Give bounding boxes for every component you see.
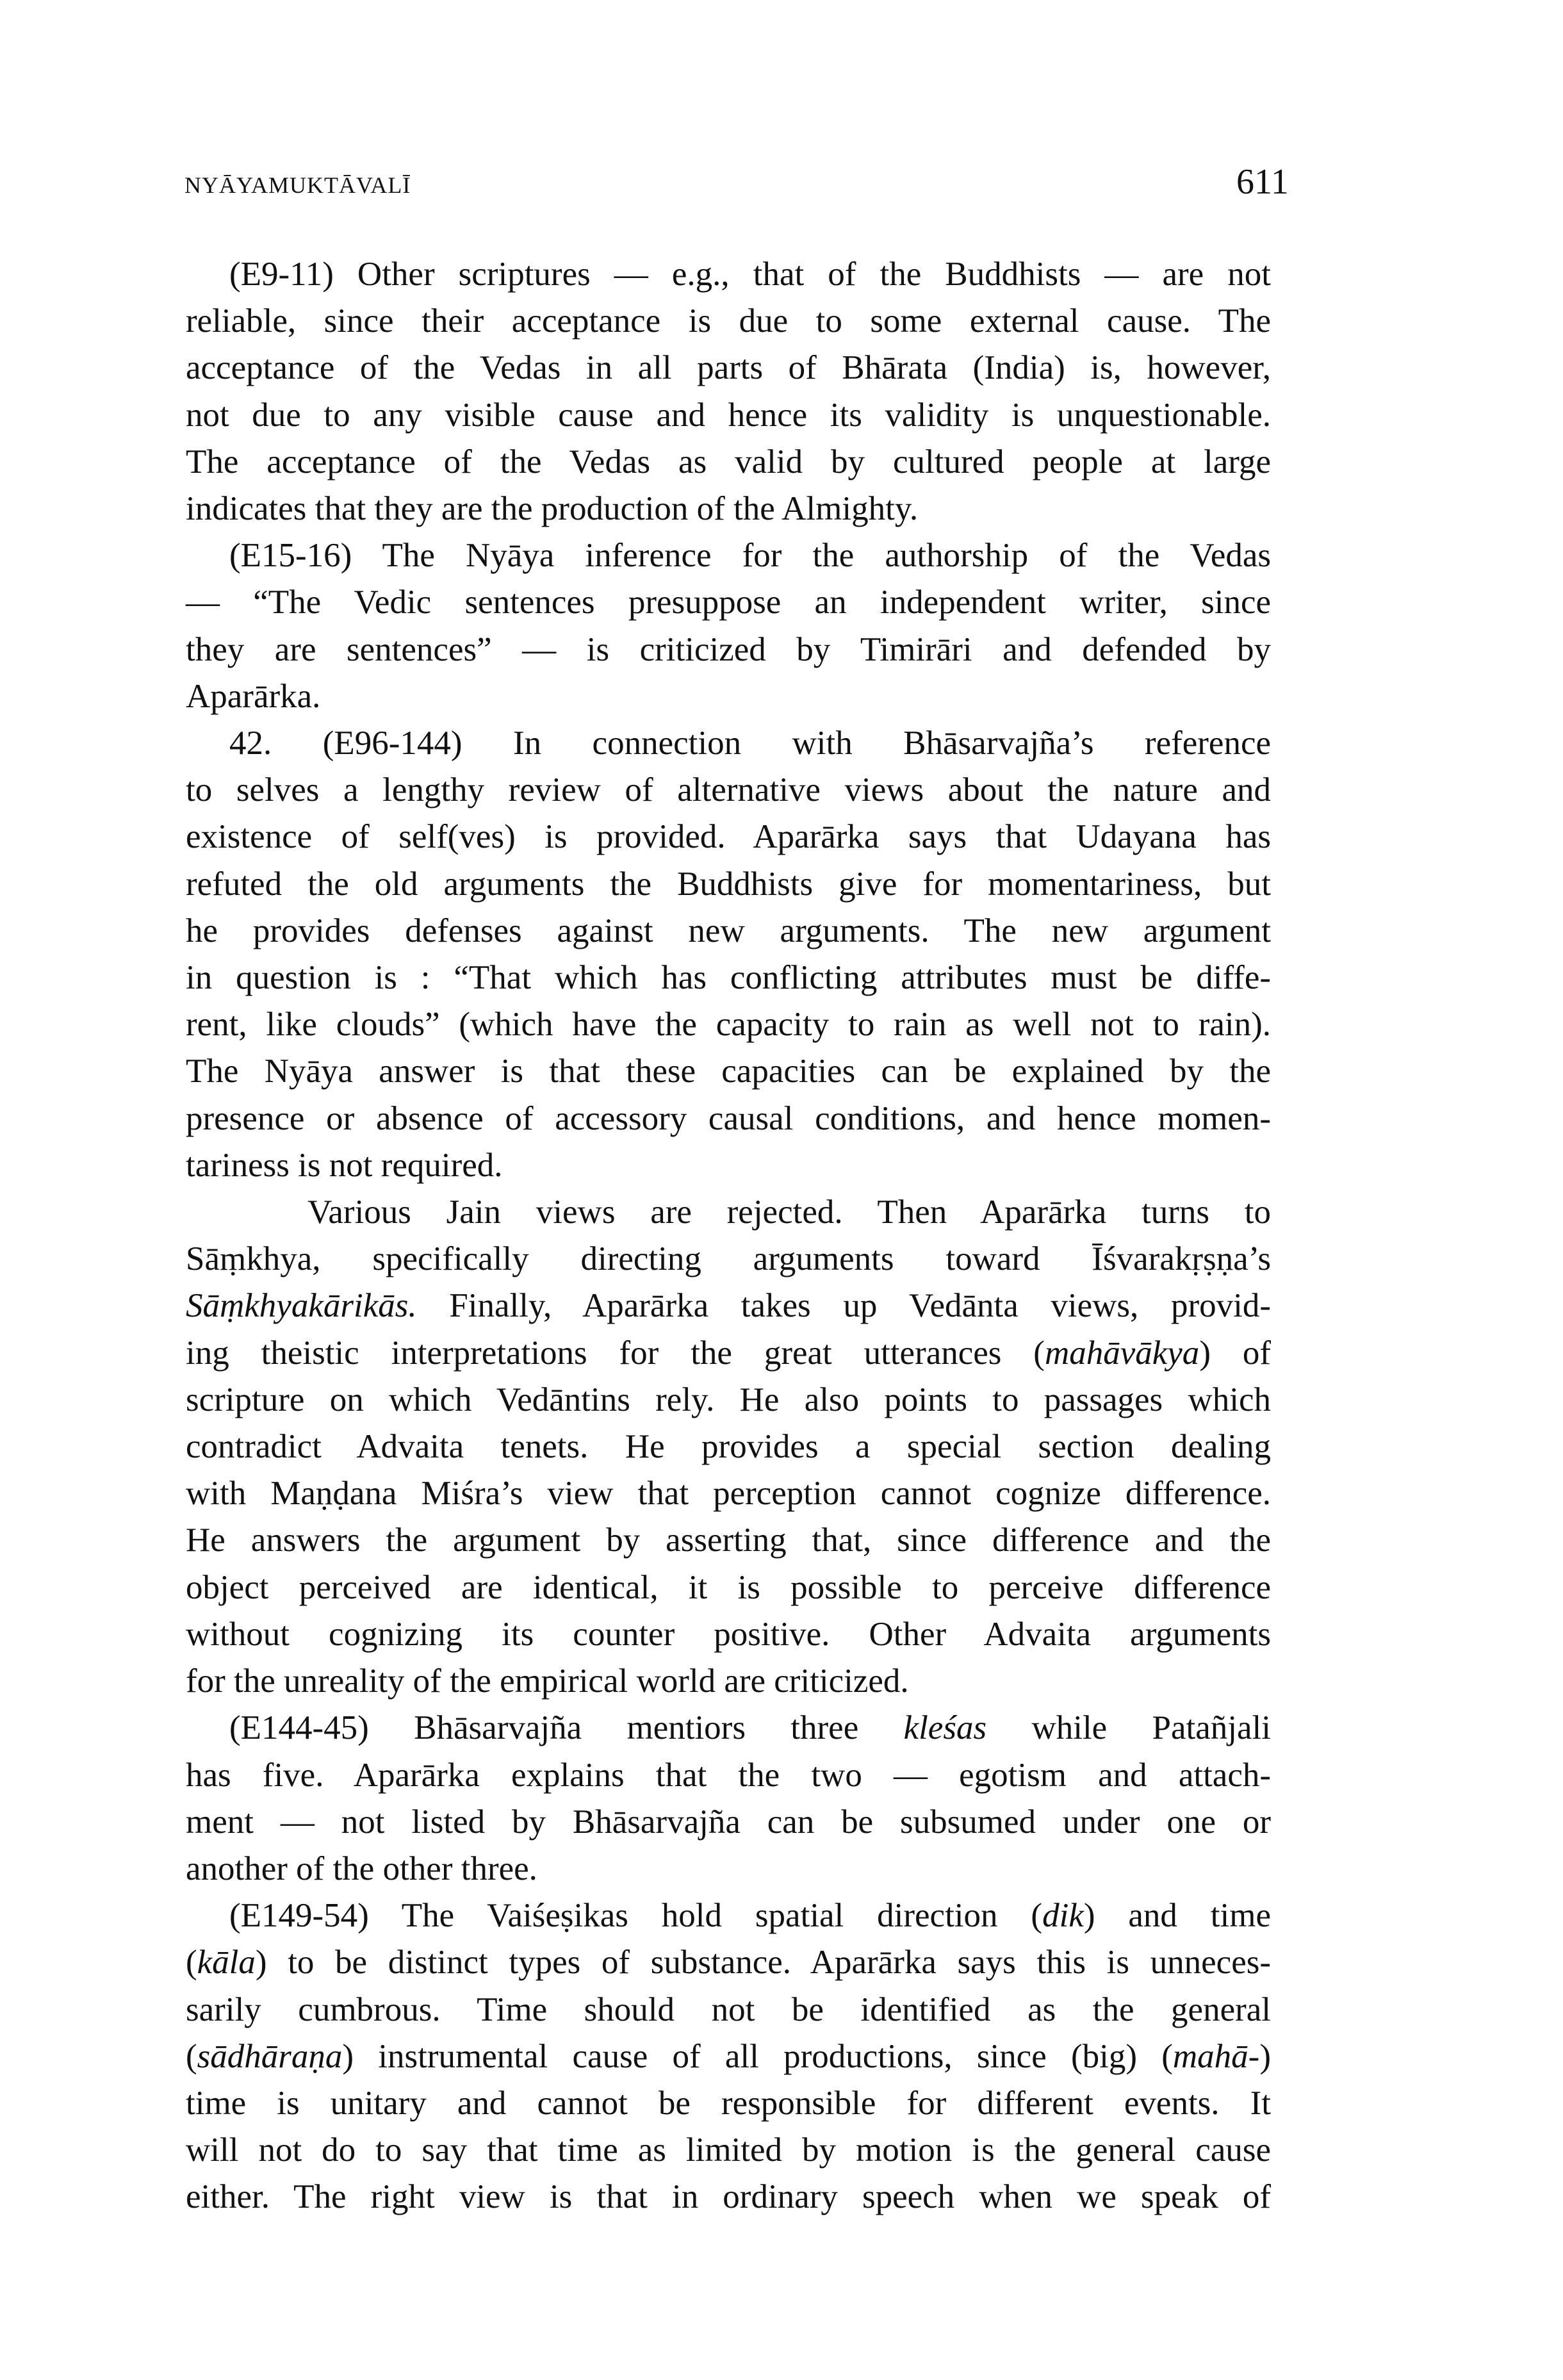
text-line	[186, 1517, 1271, 1564]
text-line	[186, 1330, 1271, 1377]
text-segment: (E9-11) Other scriptures — e.g., that of the Buddhists — are not	[229, 256, 1271, 293]
text-line	[186, 767, 1271, 814]
text-segment: (E15-16) The Nyāya inference for the authorship of the Vedas	[229, 537, 1271, 575]
text-segment: ing theistic interpretations for the great utterances (	[186, 1334, 1045, 1372]
text-line	[186, 2033, 1271, 2080]
text-line	[186, 1611, 1271, 1658]
text-segment: has five. Aparārka explains that the two — egotism and attach-	[186, 1756, 1271, 1794]
text-line	[186, 392, 1271, 439]
text-line	[186, 861, 1271, 908]
text-segment: refuted the old arguments the Buddhists give for momentariness, but	[186, 865, 1271, 903]
text-segment: (	[186, 2037, 197, 2075]
text-segment: (	[186, 1944, 197, 1982]
text-line	[186, 2127, 1271, 2174]
text-segment: contradict Advaita tenets. He provides a special section dealing	[186, 1428, 1271, 1466]
text-segment: (E149-54) The Vaiśeṣikas hold spatial direction (	[229, 1897, 1043, 1935]
text-line	[186, 298, 1271, 345]
text-line	[186, 1892, 1271, 1939]
text-segment: )	[1259, 2037, 1271, 2075]
text-segment: Aparārka.	[186, 677, 321, 715]
paragraph	[186, 1705, 1271, 1892]
paragraph	[186, 1892, 1271, 2220]
text-line	[186, 1658, 1271, 1705]
text-segment: The Nyāya answer is that these capacities can be explained by the	[186, 1053, 1271, 1090]
text-line	[186, 2174, 1271, 2220]
text-segment: ) and time	[1083, 1897, 1272, 1935]
text-line	[186, 1752, 1271, 1799]
text-segment: sarily cumbrous. Time should not be identified as the general	[186, 1990, 1271, 2028]
text-segment: for the unreality of the empirical world are criticized.	[186, 1662, 909, 1700]
text-segment: ) of	[1199, 1334, 1271, 1372]
italic-term: mahāvākya	[1044, 1334, 1200, 1372]
italic-term: kleśas	[903, 1709, 987, 1747]
text-line	[186, 1096, 1271, 1142]
paragraph	[186, 251, 1271, 532]
text-line	[186, 1799, 1271, 1846]
text-line	[186, 1470, 1271, 1517]
italic-term: dik	[1042, 1897, 1084, 1935]
italic-term: sādhāraṇa	[197, 2037, 343, 2075]
text-segment: either. The right view is that in ordinary speech when we speak of	[186, 2178, 1271, 2216]
text-line	[186, 1001, 1271, 1048]
text-line	[186, 1939, 1271, 1986]
text-line	[186, 2080, 1271, 2127]
text-line	[186, 251, 1271, 298]
text-line	[186, 814, 1271, 860]
text-segment: will not do to say that time as limited by motion is the general cause	[186, 2131, 1271, 2169]
text-segment: another of the other three.	[186, 1850, 537, 1887]
text-segment: ment — not listed by Bhāsarvajña can be subsumed under one or	[186, 1803, 1271, 1841]
text-segment: ) to be distinct types of substance. Aparārka says this is unneces-	[255, 1944, 1271, 1982]
text-line	[186, 1142, 1271, 1189]
text-line	[186, 532, 1271, 579]
text-segment: rent, like clouds” (which have the capacity to rain as well not to rain).	[186, 1006, 1271, 1044]
paragraph	[186, 532, 1271, 720]
text-line	[186, 955, 1271, 1001]
running-head: NYĀYAMUKTĀVALĪ	[184, 172, 411, 198]
paragraph	[186, 720, 1271, 1189]
italic-term: mahā-	[1172, 2037, 1260, 2075]
text-line	[186, 1377, 1271, 1424]
text-line	[186, 1846, 1271, 1892]
italic-term: Sāṃkhyakārikās.	[186, 1287, 417, 1325]
text-line	[186, 579, 1271, 626]
text-line	[186, 627, 1271, 673]
text-segment: object perceived are identical, it is possible to perceive difference	[186, 1568, 1271, 1606]
text-segment: — “The Vedic sentences presuppose an independent writer, since	[186, 584, 1271, 621]
text-line	[186, 1564, 1271, 1611]
text-segment: The acceptance of the Vedas as valid by cultured people at large	[186, 443, 1271, 480]
text-line	[186, 1424, 1271, 1470]
text-line	[186, 1705, 1271, 1752]
text-line	[186, 673, 1271, 720]
text-segment: indicates that they are the production of the Almighty.	[186, 490, 919, 528]
text-segment: time is unitary and cannot be responsible for different events. It	[186, 2084, 1271, 2122]
text-segment: He answers the argument by asserting that, since difference and the	[186, 1522, 1271, 1559]
text-segment: reliable, since their acceptance is due to some external cause. The	[186, 302, 1271, 340]
text-segment: existence of self(ves) is provided. Aparārka says that Udayana has	[186, 818, 1271, 856]
text-line	[186, 1048, 1271, 1095]
text-segment: tariness is not required.	[186, 1146, 503, 1184]
text-segment: 42. (E96-144) In connection with Bhāsarvajña’s reference	[229, 725, 1271, 762]
text-segment: they are sentences” — is criticized by Timirāri and defended by	[186, 630, 1271, 668]
text-segment: scripture on which Vedāntins rely. He also points to passages which	[186, 1381, 1271, 1418]
text-segment: in question is : “That which has conflicting attributes must be diffe-	[186, 959, 1271, 997]
text-line	[186, 1189, 1271, 1236]
text-line	[186, 439, 1271, 486]
text-segment: presence or absence of accessory causal conditions, and hence momen-	[186, 1099, 1271, 1137]
text-segment: ) instrumental cause of all productions, since (big) (	[342, 2037, 1173, 2075]
text-segment: without cognizing its counter positive. Other Advaita arguments	[186, 1615, 1271, 1653]
body-text	[186, 251, 1271, 2221]
text-segment: acceptance of the Vedas in all parts of Bhārata (India) is, however,	[186, 349, 1271, 387]
text-segment: not due to any visible cause and hence its validity is unquestionable.	[186, 396, 1271, 434]
text-segment: to selves a lengthy review of alternative views about the nature and	[186, 771, 1271, 809]
text-line	[186, 1283, 1271, 1329]
paragraph	[186, 1189, 1271, 1705]
page-number: 611	[1236, 162, 1289, 202]
text-segment: he provides defenses against new arguments. The new argument	[186, 912, 1271, 949]
text-segment: Finally, Aparārka takes up Vedānta views, provid-	[416, 1287, 1271, 1325]
text-line	[186, 908, 1271, 955]
text-line	[186, 486, 1271, 532]
text-line	[186, 720, 1271, 767]
text-segment: Various Jain views are rejected. Then Aparārka turns to	[307, 1194, 1271, 1231]
text-line	[186, 1987, 1271, 2033]
text-segment: (E144-45) Bhāsarvajña mentiors three	[229, 1709, 904, 1747]
text-line	[186, 345, 1271, 391]
italic-term: kāla	[197, 1944, 256, 1982]
text-segment: while Patañjali	[986, 1709, 1271, 1747]
text-segment: Sāṃkhya, specifically directing arguments toward Īśvarakṛṣṇa’s	[186, 1240, 1271, 1278]
text-line	[186, 1236, 1271, 1283]
text-segment: with Maṇḍana Miśra’s view that perception cannot cognize difference.	[186, 1475, 1271, 1513]
